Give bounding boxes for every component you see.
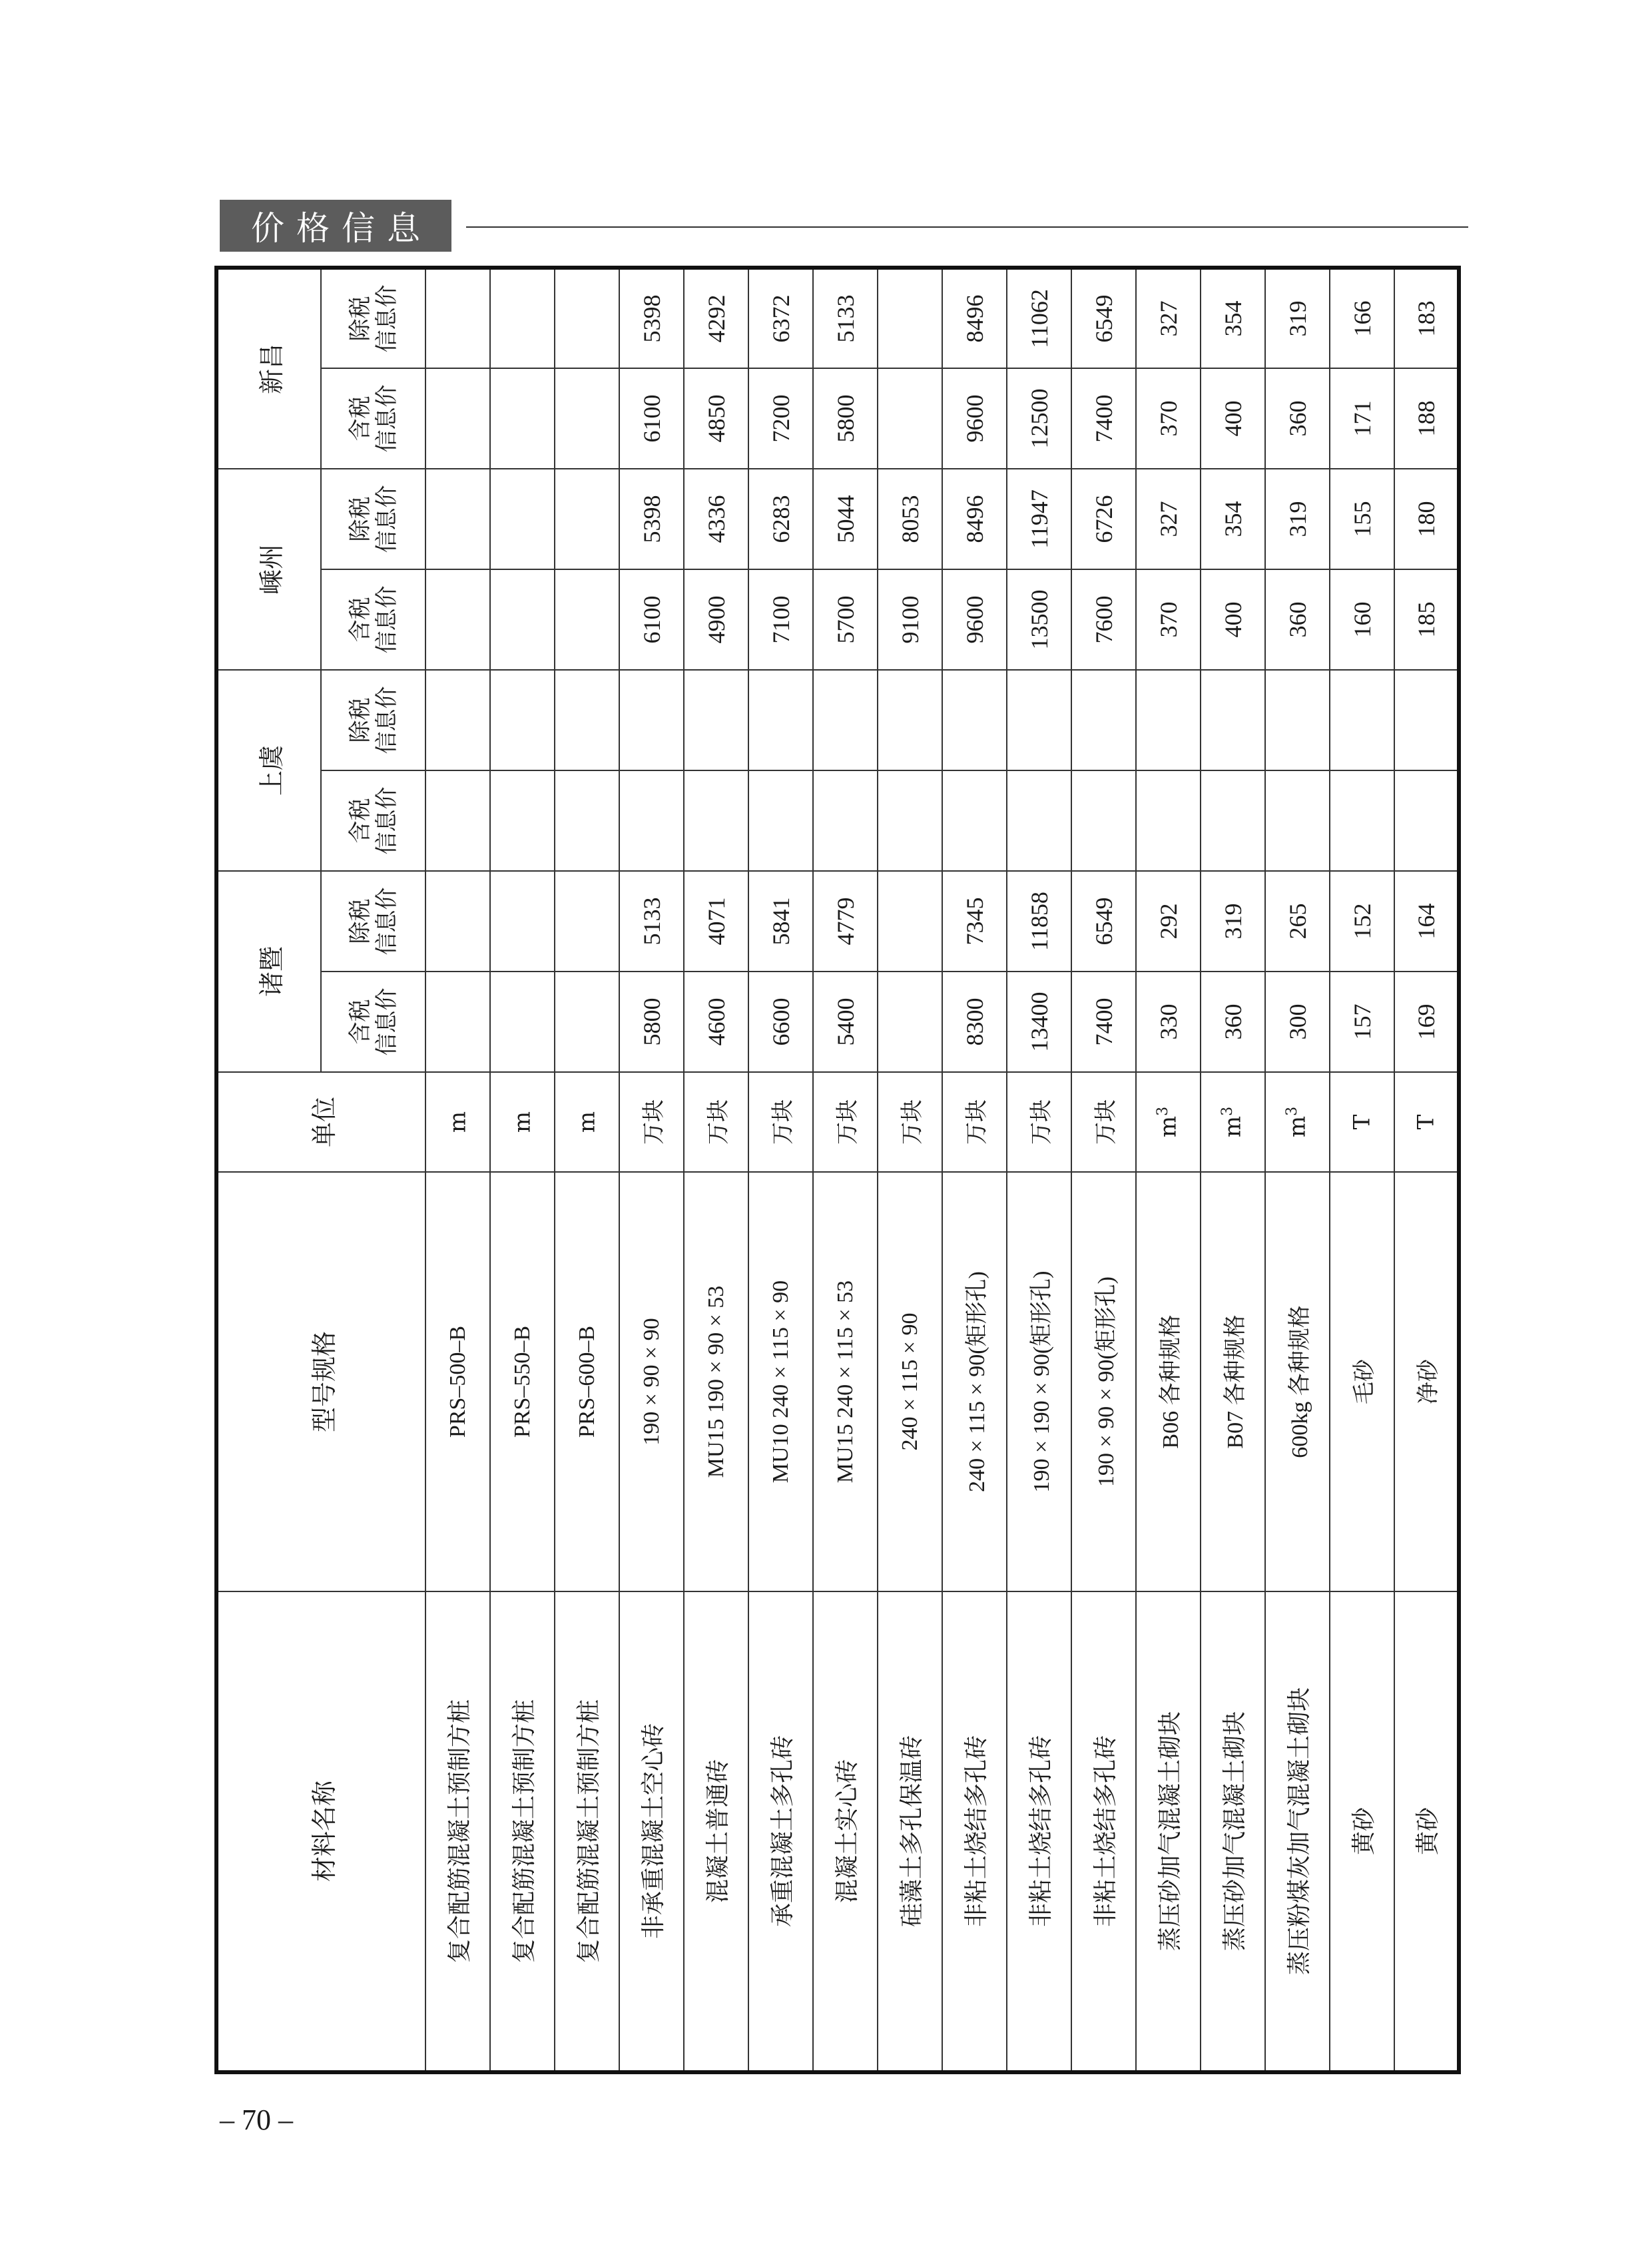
material-name-cell: 非粘土烧结多孔砖 — [942, 1591, 1007, 2072]
price-cell: 7100 — [748, 569, 813, 670]
subheader-line1: 含税 — [346, 798, 374, 844]
unit-cell — [425, 1072, 490, 1172]
unit-cell — [1136, 1072, 1201, 1172]
price-cell — [878, 368, 942, 469]
unit-superscript: 3 — [1155, 1106, 1172, 1116]
unit-text: m — [509, 1111, 536, 1133]
price-cell: 166 — [1330, 268, 1394, 368]
price-cell: 7200 — [748, 368, 813, 469]
price-cell: 11858 — [1007, 871, 1071, 972]
price-cell: 171 — [1330, 368, 1394, 469]
price-cell: 13500 — [1007, 569, 1071, 670]
price-cell: 6726 — [1071, 469, 1136, 569]
price-cell — [1071, 670, 1136, 770]
price-cell — [490, 770, 555, 871]
subheader-tax-excl — [321, 469, 425, 569]
material-name-cell: 黄砂 — [1394, 1591, 1459, 2072]
table-row — [1265, 268, 1330, 2072]
price-cell — [1394, 770, 1459, 871]
price-cell: 5133 — [813, 268, 878, 368]
table-row — [813, 268, 878, 2072]
material-name-cell: 黄砂 — [1330, 1591, 1394, 2072]
unit-superscript: 3 — [1219, 1106, 1237, 1116]
spec-cell: 190 × 90 × 90(矩形孔) — [1071, 1172, 1136, 1591]
spec-cell: PRS–550–B — [490, 1172, 555, 1591]
spec-cell: MU15 240 × 115 × 53 — [813, 1172, 878, 1591]
price-cell — [942, 770, 1007, 871]
table-row — [1007, 268, 1071, 2072]
price-cell — [813, 770, 878, 871]
price-cell: 157 — [1330, 972, 1394, 1072]
unit-text: 万块 — [834, 1099, 861, 1145]
material-name-cell: 蒸压砂加气混凝土砌块 — [1201, 1591, 1265, 2072]
price-cell — [813, 670, 878, 770]
price-cell: 155 — [1330, 469, 1394, 569]
price-cell — [1007, 770, 1071, 871]
price-cell: 4600 — [684, 972, 748, 1072]
price-cell: 9600 — [942, 368, 1007, 469]
subheader-line1: 含税 — [346, 597, 374, 643]
price-cell — [490, 871, 555, 972]
header-rule — [466, 226, 1468, 228]
unit-cell — [813, 1072, 878, 1172]
price-cell: 160 — [1330, 569, 1394, 670]
material-name-cell: 蒸压粉煤灰加气混凝土砌块 — [1265, 1591, 1330, 2072]
price-cell: 5841 — [748, 871, 813, 972]
price-cell — [942, 670, 1007, 770]
subheader-line2: 信息价 — [373, 284, 400, 353]
price-cell — [555, 368, 619, 469]
unit-text: m — [1155, 1115, 1182, 1138]
price-cell: 6372 — [748, 268, 813, 368]
spec-cell: B06 各种规格 — [1136, 1172, 1201, 1591]
table-row — [1136, 268, 1201, 2072]
subheader-line1: 除税 — [346, 898, 374, 944]
price-cell — [1394, 670, 1459, 770]
price-cell — [619, 670, 684, 770]
price-cell: 7400 — [1071, 972, 1136, 1072]
rotated-table-wrapper — [214, 270, 1461, 2074]
subheader-line1: 除税 — [346, 697, 374, 743]
price-cell — [684, 770, 748, 871]
price-cell — [619, 770, 684, 871]
table-row — [555, 268, 619, 2072]
unit-text: m — [1284, 1115, 1311, 1138]
price-cell: 12500 — [1007, 368, 1071, 469]
price-cell — [425, 770, 490, 871]
price-cell: 4779 — [813, 871, 878, 972]
subheader-tax-incl — [321, 368, 425, 469]
unit-cell — [748, 1072, 813, 1172]
price-cell: 4336 — [684, 469, 748, 569]
price-cell — [490, 268, 555, 368]
subheader-tax-excl — [321, 871, 425, 972]
table-row — [684, 268, 748, 2072]
price-cell: 6549 — [1071, 871, 1136, 972]
price-cell: 4900 — [684, 569, 748, 670]
subheader-tax-incl — [321, 569, 425, 670]
price-cell: 7400 — [1071, 368, 1136, 469]
price-cell: 5398 — [619, 268, 684, 368]
unit-text: 万块 — [964, 1099, 990, 1145]
spec-cell: PRS–600–B — [555, 1172, 619, 1591]
unit-cell — [490, 1072, 555, 1172]
price-cell: 188 — [1394, 368, 1459, 469]
price-cell: 400 — [1201, 569, 1265, 670]
spec-cell: 净砂 — [1394, 1172, 1459, 1591]
price-cell: 265 — [1265, 871, 1330, 972]
subheader-line2: 信息价 — [373, 887, 400, 956]
price-cell — [425, 268, 490, 368]
table-row — [1394, 268, 1459, 2072]
unit-text: m — [573, 1111, 601, 1133]
price-cell: 4850 — [684, 368, 748, 469]
price-cell: 5700 — [813, 569, 878, 670]
price-cell: 370 — [1136, 368, 1201, 469]
unit-cell — [1394, 1072, 1459, 1172]
price-cell: 400 — [1201, 368, 1265, 469]
subheader-tax-excl — [321, 268, 425, 368]
header-region-zhuji: 诸暨 — [216, 871, 321, 1072]
price-cell: 360 — [1265, 368, 1330, 469]
price-cell: 360 — [1201, 972, 1265, 1072]
price-cell — [490, 368, 555, 469]
table-row — [619, 268, 684, 2072]
price-cell: 319 — [1265, 268, 1330, 368]
unit-text: 万块 — [770, 1099, 796, 1145]
price-cell — [425, 871, 490, 972]
price-cell: 11062 — [1007, 268, 1071, 368]
price-cell — [425, 469, 490, 569]
price-cell — [878, 268, 942, 368]
price-cell — [490, 469, 555, 569]
unit-cell — [942, 1072, 1007, 1172]
price-cell: 5400 — [813, 972, 878, 1072]
price-cell — [425, 670, 490, 770]
price-cell — [555, 569, 619, 670]
price-cell: 185 — [1394, 569, 1459, 670]
subheader-line1: 含税 — [346, 396, 374, 441]
price-cell: 183 — [1394, 268, 1459, 368]
price-cell: 13400 — [1007, 972, 1071, 1072]
unit-cell — [619, 1072, 684, 1172]
unit-cell — [555, 1072, 619, 1172]
price-cell: 4071 — [684, 871, 748, 972]
price-cell — [555, 972, 619, 1072]
spec-cell: MU15 190 × 90 × 53 — [684, 1172, 748, 1591]
price-cell — [1330, 770, 1394, 871]
price-cell — [878, 770, 942, 871]
page-number: – 70 – — [220, 2104, 293, 2136]
table-row — [748, 268, 813, 2072]
header-material: 材料名称 — [216, 1591, 425, 2072]
subheader-line2: 信息价 — [373, 786, 400, 855]
material-name-cell: 复合配筋混凝土预制方桩 — [490, 1591, 555, 2072]
table-row — [1071, 268, 1136, 2072]
header-region-xinchang: 新昌 — [216, 268, 321, 469]
spec-cell: B07 各种规格 — [1201, 1172, 1265, 1591]
table-row — [1201, 268, 1265, 2072]
table-row — [878, 268, 942, 2072]
price-cell: 8300 — [942, 972, 1007, 1072]
unit-text: m — [1219, 1115, 1246, 1138]
unit-text: 万块 — [899, 1099, 926, 1145]
spec-cell: 240 × 115 × 90 — [878, 1172, 942, 1591]
price-cell: 319 — [1265, 469, 1330, 569]
price-cell: 5800 — [813, 368, 878, 469]
price-table — [214, 266, 1461, 2074]
price-cell — [878, 972, 942, 1072]
subheader-line2: 信息价 — [373, 988, 400, 1056]
unit-cell — [1007, 1072, 1071, 1172]
price-cell — [555, 469, 619, 569]
spec-cell: 600kg 各种规格 — [1265, 1172, 1330, 1591]
price-cell — [555, 871, 619, 972]
price-cell — [490, 972, 555, 1072]
price-cell: 354 — [1201, 268, 1265, 368]
spec-cell: 190 × 190 × 90(矩形孔) — [1007, 1172, 1071, 1591]
unit-cell — [1201, 1072, 1265, 1172]
price-cell: 300 — [1265, 972, 1330, 1072]
table-row — [425, 268, 490, 2072]
price-cell — [1330, 670, 1394, 770]
subheader-tax-incl — [321, 972, 425, 1072]
price-cell — [425, 569, 490, 670]
subheader-line2: 信息价 — [373, 485, 400, 553]
price-cell: 9100 — [878, 569, 942, 670]
unit-cell — [1071, 1072, 1136, 1172]
price-cell: 180 — [1394, 469, 1459, 569]
table-body — [425, 268, 1459, 2072]
material-name-cell: 复合配筋混凝土预制方桩 — [555, 1591, 619, 2072]
subheader-line1: 含税 — [346, 999, 374, 1045]
spec-cell: PRS–500–B — [425, 1172, 490, 1591]
material-name-cell: 承重混凝土多孔砖 — [748, 1591, 813, 2072]
header-spec: 型号规格 — [216, 1172, 425, 1591]
price-cell: 6283 — [748, 469, 813, 569]
material-name-cell: 非粘土烧结多孔砖 — [1007, 1591, 1071, 2072]
subheader-line1: 除税 — [346, 296, 374, 342]
material-name-cell: 非粘土烧结多孔砖 — [1071, 1591, 1136, 2072]
price-cell: 6600 — [748, 972, 813, 1072]
table-row — [1330, 268, 1394, 2072]
header-region-shangyu: 上虞 — [216, 670, 321, 871]
price-cell: 11947 — [1007, 469, 1071, 569]
unit-superscript: 3 — [1284, 1106, 1301, 1116]
price-cell — [748, 670, 813, 770]
spec-cell: 毛砂 — [1330, 1172, 1394, 1591]
price-cell: 5398 — [619, 469, 684, 569]
price-cell: 327 — [1136, 469, 1201, 569]
price-cell — [1265, 770, 1330, 871]
price-cell: 7345 — [942, 871, 1007, 972]
price-cell: 8496 — [942, 268, 1007, 368]
price-cell: 330 — [1136, 972, 1201, 1072]
price-cell: 8053 — [878, 469, 942, 569]
price-cell — [1071, 770, 1136, 871]
table-row — [942, 268, 1007, 2072]
spec-cell: 240 × 115 × 90(矩形孔) — [942, 1172, 1007, 1591]
unit-cell — [1330, 1072, 1394, 1172]
price-cell — [878, 670, 942, 770]
material-name-cell: 硅藻土多孔保温砖 — [878, 1591, 942, 2072]
unit-text: 万块 — [641, 1099, 667, 1145]
price-cell: 8496 — [942, 469, 1007, 569]
price-cell: 152 — [1330, 871, 1394, 972]
price-cell: 7600 — [1071, 569, 1136, 670]
subheader-tax-excl — [321, 670, 425, 770]
price-cell: 6100 — [619, 368, 684, 469]
price-cell — [425, 368, 490, 469]
unit-text: 万块 — [1093, 1099, 1119, 1145]
price-cell — [1265, 670, 1330, 770]
price-cell: 5133 — [619, 871, 684, 972]
price-cell: 360 — [1265, 569, 1330, 670]
price-cell: 319 — [1201, 871, 1265, 972]
price-cell: 292 — [1136, 871, 1201, 972]
price-cell: 370 — [1136, 569, 1201, 670]
price-cell — [748, 770, 813, 871]
price-cell — [1007, 670, 1071, 770]
unit-text: T — [1348, 1114, 1376, 1130]
price-cell: 327 — [1136, 268, 1201, 368]
spec-cell: 190 × 90 × 90 — [619, 1172, 684, 1591]
price-cell: 169 — [1394, 972, 1459, 1072]
price-cell: 6549 — [1071, 268, 1136, 368]
subheader-tax-incl — [321, 770, 425, 871]
unit-text: 万块 — [1028, 1099, 1055, 1145]
unit-text: T — [1412, 1114, 1440, 1130]
material-name-cell: 蒸压砂加气混凝土砌块 — [1136, 1591, 1201, 2072]
price-cell: 9600 — [942, 569, 1007, 670]
price-cell — [1201, 670, 1265, 770]
price-cell: 164 — [1394, 871, 1459, 972]
price-cell — [555, 670, 619, 770]
subheader-line2: 信息价 — [373, 686, 400, 754]
unit-cell — [878, 1072, 942, 1172]
price-cell: 354 — [1201, 469, 1265, 569]
price-cell — [490, 670, 555, 770]
unit-text: 万块 — [705, 1099, 732, 1145]
price-cell — [555, 268, 619, 368]
price-cell — [684, 670, 748, 770]
price-cell: 5044 — [813, 469, 878, 569]
price-cell — [425, 972, 490, 1072]
price-cell — [878, 871, 942, 972]
unit-cell — [684, 1072, 748, 1172]
table-row — [490, 268, 555, 2072]
header-region-shengzhou: 嵊州 — [216, 469, 321, 670]
unit-text: m — [444, 1111, 471, 1133]
material-name-cell: 混凝土普通砖 — [684, 1591, 748, 2072]
unit-cell — [1265, 1072, 1330, 1172]
material-name-cell: 非承重混凝土空心砖 — [619, 1591, 684, 2072]
material-name-cell: 复合配筋混凝土预制方桩 — [425, 1591, 490, 2072]
price-cell: 6100 — [619, 569, 684, 670]
header-unit: 单位 — [216, 1072, 425, 1172]
price-cell: 5800 — [619, 972, 684, 1072]
price-cell — [1136, 770, 1201, 871]
material-name-cell: 混凝土实心砖 — [813, 1591, 878, 2072]
price-cell — [1201, 770, 1265, 871]
subheader-line2: 信息价 — [373, 384, 400, 453]
price-cell — [555, 770, 619, 871]
price-cell: 4292 — [684, 268, 748, 368]
price-cell — [1136, 670, 1201, 770]
price-cell — [490, 569, 555, 670]
section-title-badge: 价格信息 — [220, 200, 451, 252]
subheader-line2: 信息价 — [373, 585, 400, 654]
subheader-line1: 除税 — [346, 496, 374, 542]
spec-cell: MU10 240 × 115 × 90 — [748, 1172, 813, 1591]
